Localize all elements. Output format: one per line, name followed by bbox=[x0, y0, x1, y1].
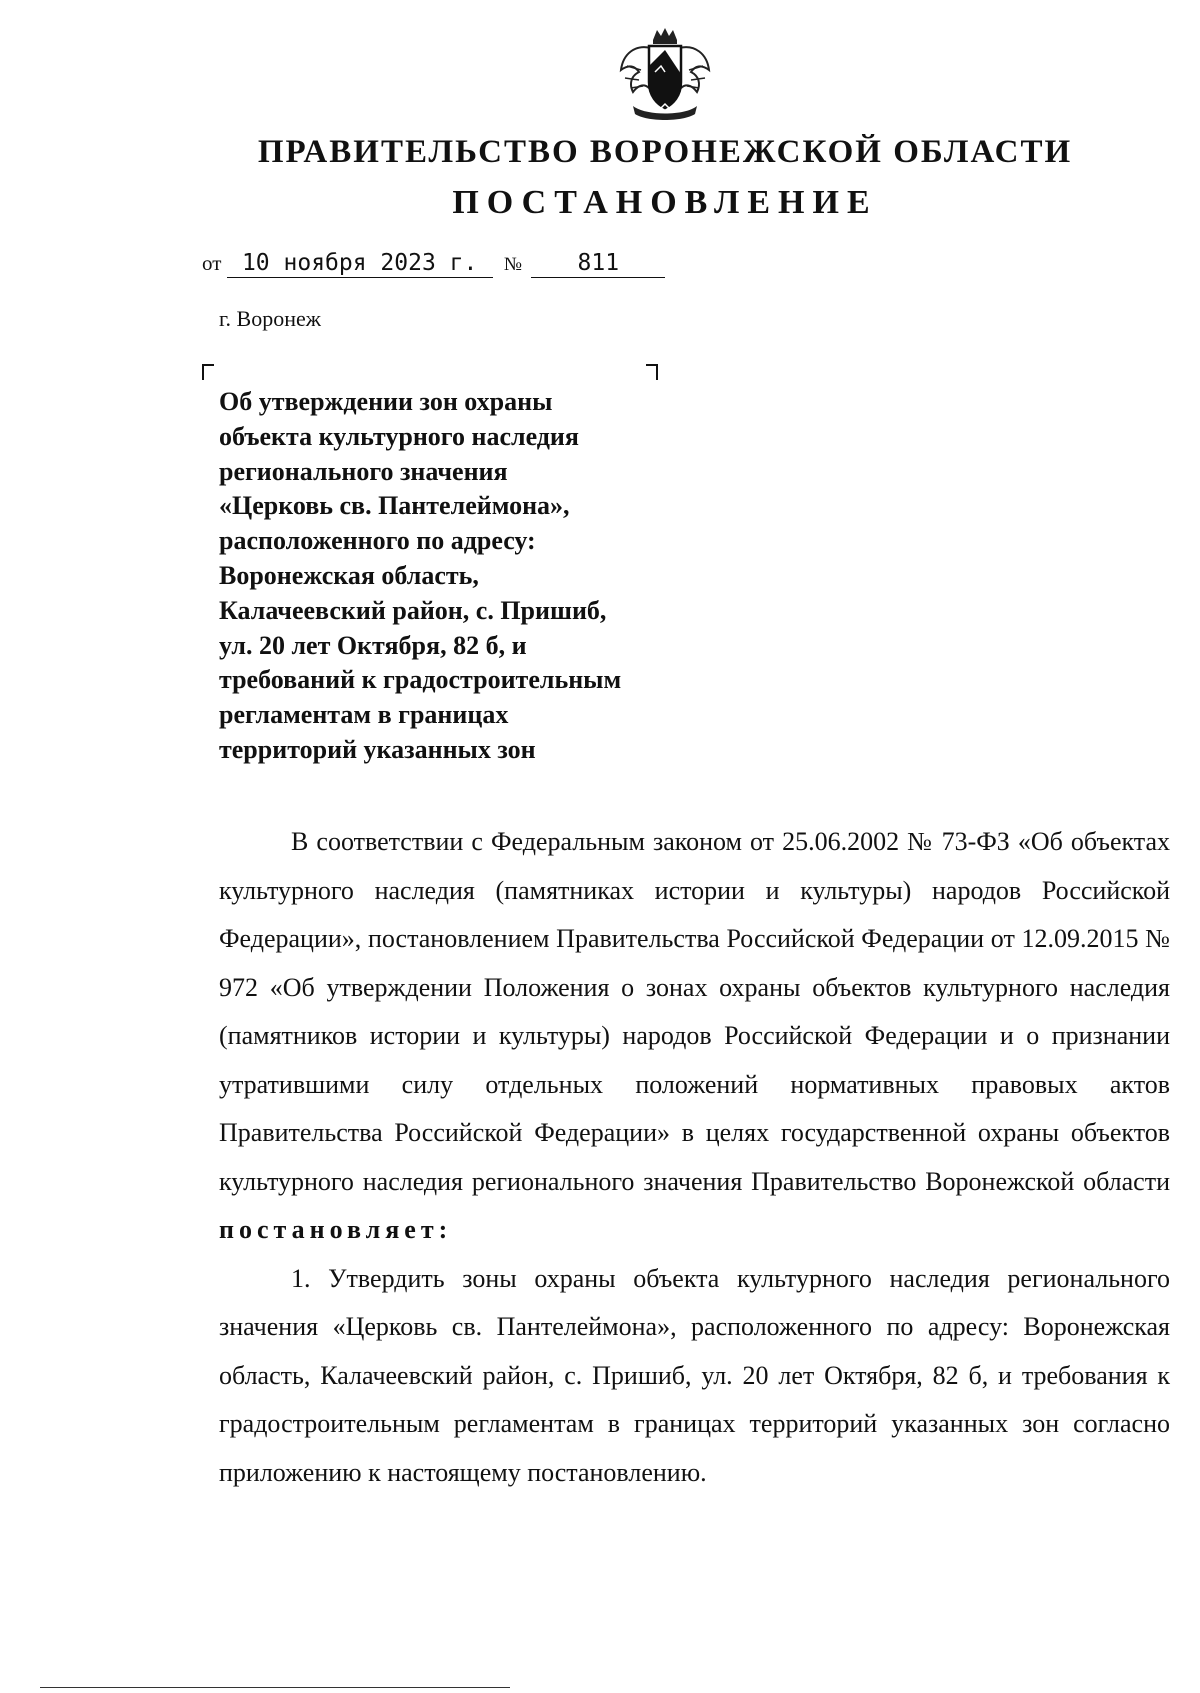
number-prefix: № bbox=[503, 254, 523, 275]
authority-name: ПРАВИТЕЛЬСТВО ВОРОНЕЖСКОЙ ОБЛАСТИ bbox=[257, 134, 1073, 170]
preamble-text: В соответствии с Федеральным законом от 25.06.2002 № 73-ФЗ «Об объектах культурного наследия (памятниках истории и культуры) народов Российской Федерации», постановлением Правительства Российской Федерации от 12.09.2015 № 972 «Об утверждении Положения о зонах охраны объектов культурного наследия (памятников истории и культуры) народов Российской Федерации и о признании утратившими силу отдельных положений нормативных правовых актов Правительства Российской Федерации» в целях государственной охраны объектов культурного наследия регионального значения Правительство Воронежской области bbox=[219, 827, 1170, 1196]
subject-line: Об утверждении зон охраны bbox=[219, 387, 553, 416]
date-prefix: от bbox=[202, 251, 222, 275]
subject-line: «Церковь св. Пантелеймона», bbox=[219, 491, 570, 521]
coat-of-arms-icon bbox=[615, 26, 715, 124]
subject-line: ул. 20 лет Октября, 82 б, и bbox=[219, 630, 527, 660]
subject-line: требований к градостроительным bbox=[219, 665, 622, 695]
document-type: ПОСТАНОВЛЕНИЕ bbox=[452, 184, 878, 221]
subject-line: объекта культурного наследия bbox=[219, 421, 579, 451]
document-body bbox=[219, 818, 1170, 1497]
page-bottom-rule bbox=[40, 1687, 510, 1688]
subject-corner-mark-left bbox=[202, 364, 214, 380]
subject-corner-mark-right bbox=[646, 364, 658, 380]
city: г. Воронеж bbox=[219, 306, 321, 331]
document-subject bbox=[219, 385, 679, 768]
subject-line: регламентам в границах bbox=[219, 700, 509, 730]
subject-line: Воронежская область, bbox=[219, 560, 479, 590]
subject-line: территорий указанных зон bbox=[219, 734, 536, 764]
document-date: 10 ноября 2023 г. bbox=[227, 250, 493, 278]
date-number-line bbox=[202, 250, 665, 278]
subject-line: расположенного по адресу: bbox=[219, 526, 536, 556]
document-number: 811 bbox=[531, 250, 665, 278]
item-1-paragraph: 1. Утвердить зоны охраны объекта культурного наследия регионального значения «Церковь св. Пантелеймона», расположенного по адресу: Воронежская область, Калачеевский район, с. Пришиб, ул. 20 лет Октября, 82 б, и требования к градостроительным регламентам в границах территорий указанных зон согласно приложению к настоящему постановлению. bbox=[219, 1263, 1170, 1487]
decree-word: постановляет: bbox=[219, 1215, 453, 1244]
subject-line: регионального значения bbox=[219, 456, 508, 486]
preamble-paragraph bbox=[219, 818, 1170, 1255]
subject-line: Калачеевский район, с. Пришиб, bbox=[219, 595, 607, 625]
